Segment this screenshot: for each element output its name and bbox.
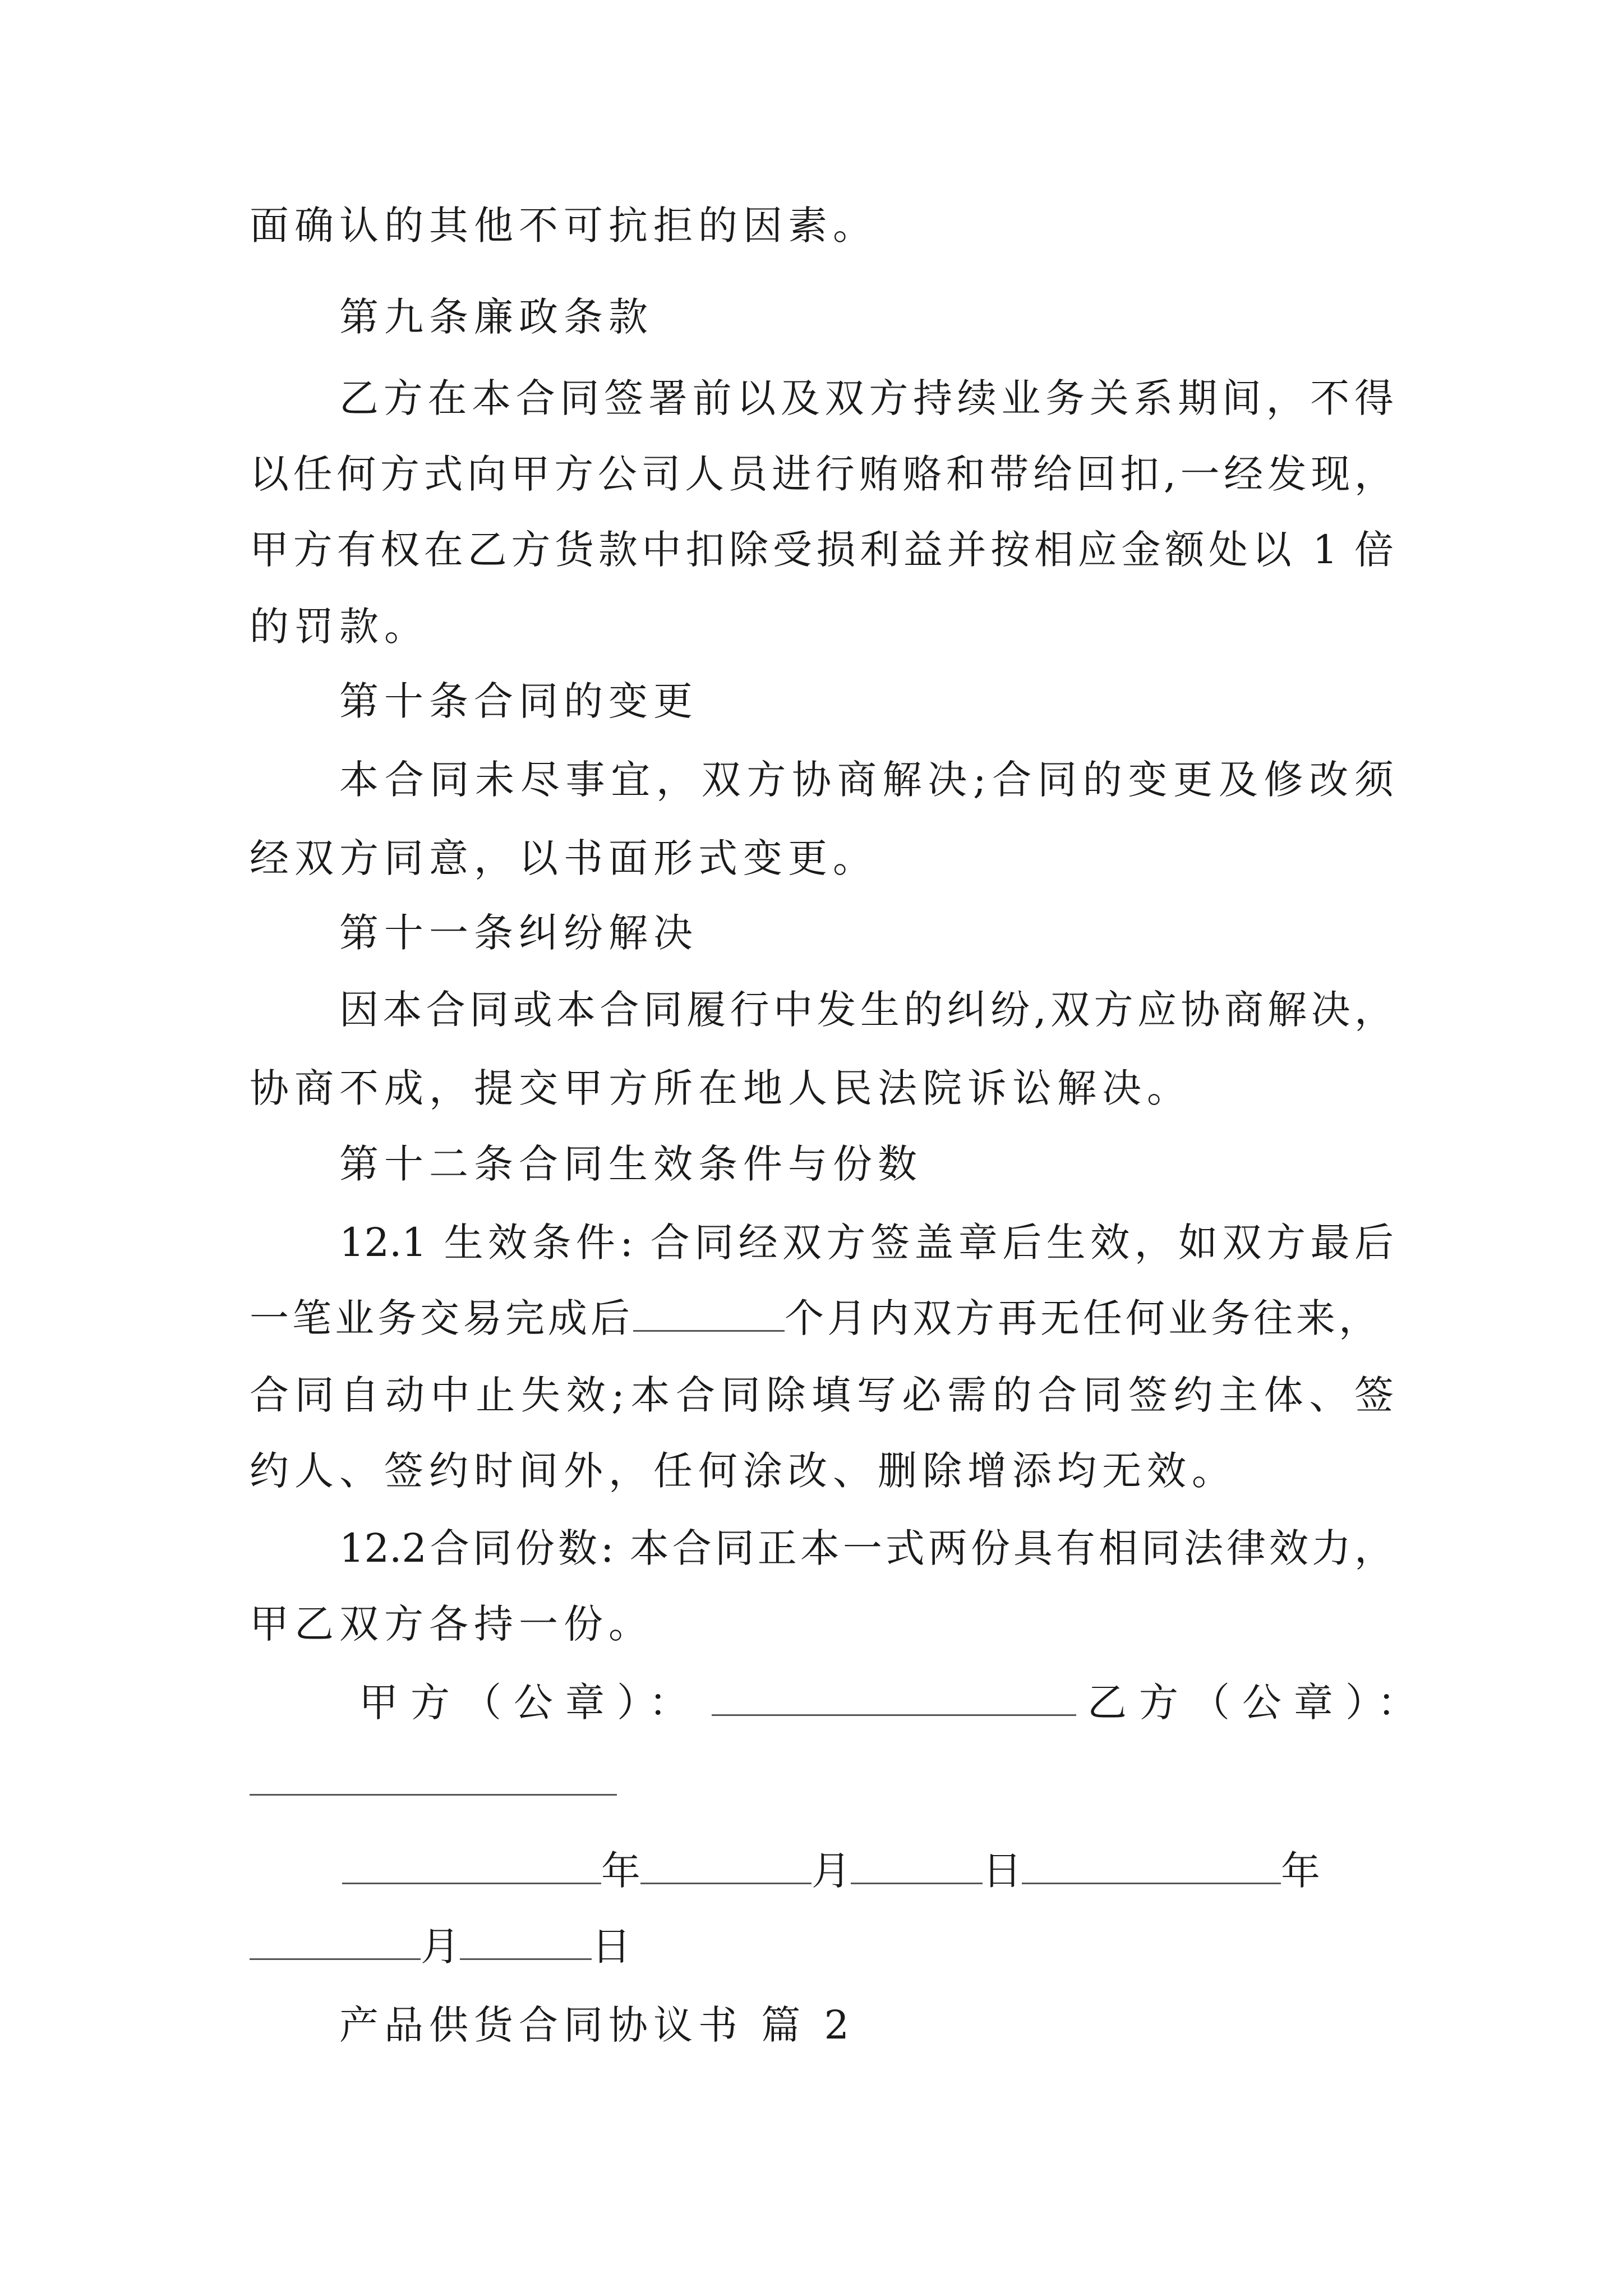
paragraph-line: 甲乙双方各持一份。 (250, 1601, 653, 1647)
article-heading: 第十二条合同生效条件与份数 (339, 1141, 923, 1187)
paragraph-text: 个月内双方再无任何业务往来， (785, 1295, 1381, 1341)
year-label: 年 (1281, 1848, 1320, 1894)
month-label: 月 (421, 1924, 460, 1970)
party-b-month-blank (250, 1919, 421, 1960)
party-a-day-blank (851, 1843, 983, 1884)
paragraph-line: 经双方同意，以书面形式变更。 (250, 835, 878, 881)
party-a-seal-label: 甲方（公章）： (359, 1680, 700, 1726)
paragraph-line: 乙方在本合同签署前以及双方持续业务关系期间，不得 (339, 375, 1394, 421)
paragraph-line: 12.1 生效条件: 合同经双方签盖章后生效，如双方最后 (339, 1220, 1394, 1266)
article-heading: 第十一条纠纷解决 (339, 910, 698, 956)
party-a-year-blank (342, 1843, 601, 1884)
article-heading: 第九条廉政条款 (339, 294, 653, 340)
paragraph-line: 12.2合同份数: 本合同正本一式两份具有相同法律效力， (339, 1525, 1394, 1571)
day-label: 日 (983, 1848, 1022, 1894)
month-label: 月 (811, 1848, 851, 1894)
paragraph-line: 约人、签约时间外，任何涂改、删除增添均无效。 (250, 1448, 1237, 1494)
section-heading: 产品供货合同协议书 篇 2 (339, 2002, 855, 2048)
year-label: 年 (601, 1848, 640, 1894)
party-a-seal-blank (712, 1675, 1076, 1716)
day-label: 日 (592, 1924, 631, 1970)
party-a-month-blank (640, 1843, 811, 1884)
date-row (250, 1918, 1394, 1975)
paragraph-line: 本合同未尽事宜，双方协商解决;合同的变更及修改须 (339, 757, 1394, 803)
signature-row (359, 1674, 1429, 1731)
paragraph-line: 合同自动中止失效;本合同除填写必需的合同签约主体、签 (250, 1372, 1394, 1418)
paragraph-line: 因本合同或本合同履行中发生的纠纷,双方应协商解决， (339, 987, 1394, 1033)
paragraph-line-with-blank (250, 1290, 1394, 1346)
article-heading: 第十条合同的变更 (339, 678, 698, 724)
months-blank (633, 1291, 785, 1332)
paragraph-line: 协商不成，提交甲方所在地人民法院诉讼解决。 (250, 1065, 1192, 1111)
party-b-seal-label: 乙方（公章）： (1087, 1680, 1429, 1726)
paragraph-line: 的罚款。 (250, 604, 429, 650)
paragraph-text: 一笔业务交易完成后 (250, 1295, 633, 1341)
paragraph-line: 面确认的其他不可抗拒的因素。 (250, 203, 878, 249)
party-b-seal-blank (250, 1794, 617, 1796)
party-b-year-blank (1022, 1843, 1281, 1884)
party-b-day-blank (460, 1919, 592, 1960)
date-row (342, 1843, 1396, 1899)
paragraph-line: 以任何方式向甲方公司人员进行贿赂和带给回扣,一经发现， (250, 451, 1394, 497)
paragraph-line: 甲方有权在乙方货款中扣除受损利益并按相应金额处以 1 倍 (250, 527, 1394, 573)
